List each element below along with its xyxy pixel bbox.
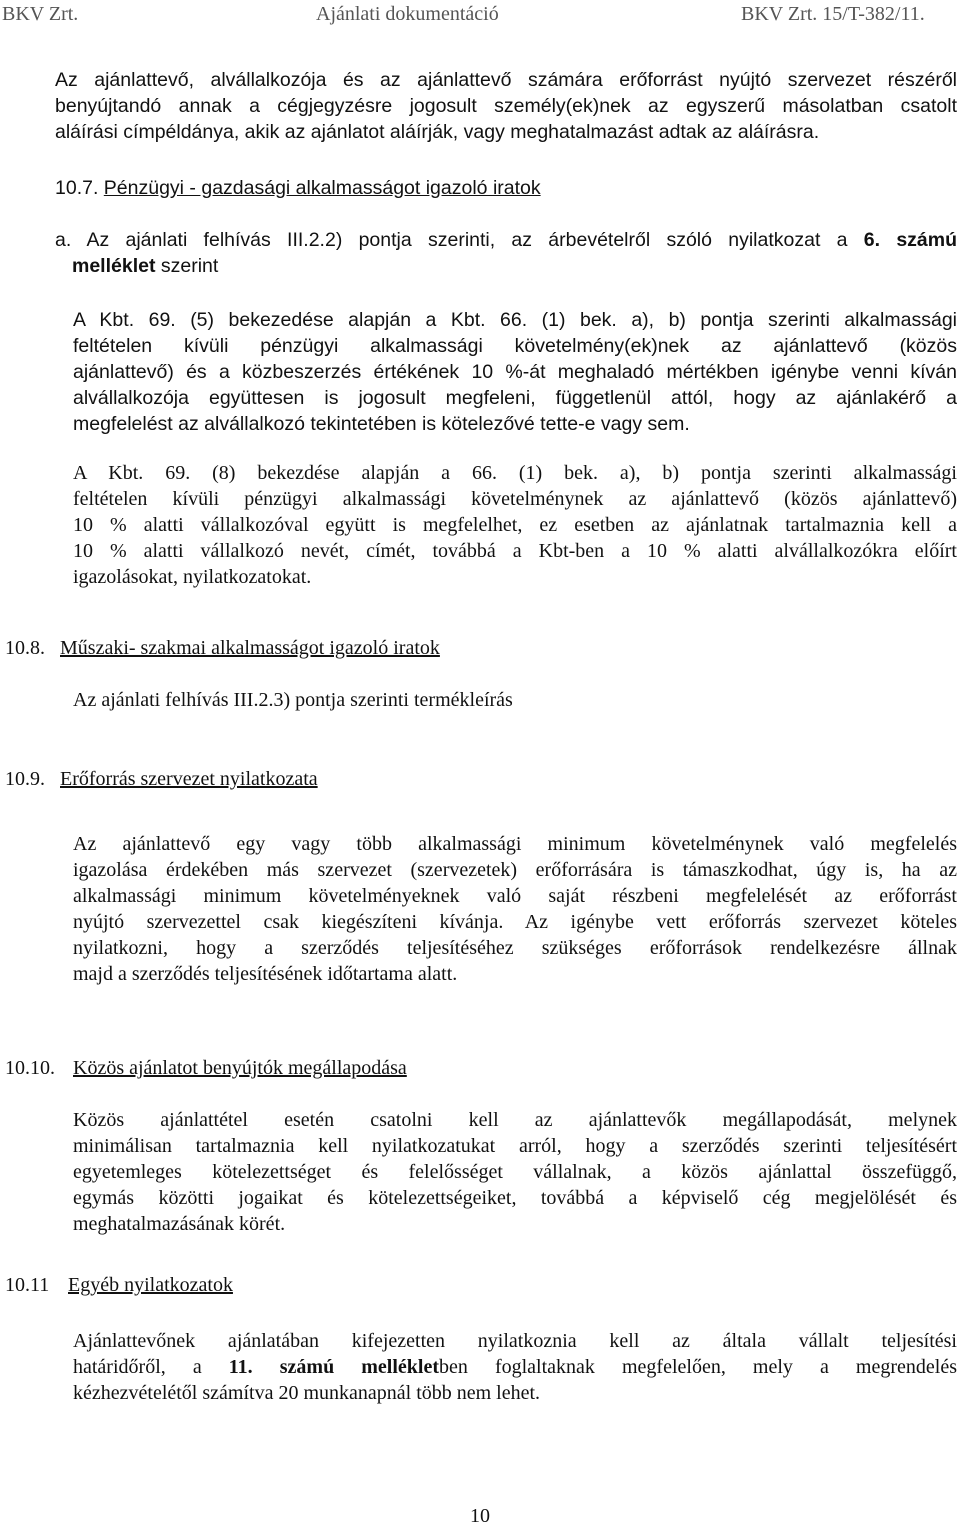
item-a-line-2 (55, 253, 957, 279)
section-10-11-paragraph (73, 1328, 957, 1406)
header-center: Ajánlati dokumentáció (316, 3, 499, 25)
section-title: Erőforrás szervezet nyilatkozata (60, 768, 318, 790)
paragraph-line: feltételen kívüli pénzügyi alkalmassági követelménynek az ajánlattevő (közös ajánlattevő) (73, 488, 957, 510)
paragraph-line: igazolása érdekében más szervezet (szervezetek) erőforrására is támaszkodhat, úgy is, ha az (73, 859, 957, 881)
paragraph-line: majd a szerződés teljesítésének időtartama alatt. (73, 963, 458, 985)
paragraph-line-deadline (73, 1354, 957, 1380)
paragraph-line: megfelelést az alvállalkozó tekintetében is kötelezővé tette-e vagy sem. (73, 413, 690, 435)
section-title: Közös ajánlatot benyújtók megállapodása (73, 1057, 407, 1079)
item-a-bold: 6. számú (863, 229, 958, 251)
paragraph-line: egymás közötti jogaikat és kötelezettségeiket, továbbá a képviselő cég megjelölését és (73, 1187, 957, 1209)
paragraph-line: ajánlattevő) és a közbeszerzés értékének 10 %-át meghaladó mértékben igénybe venni kíván (73, 361, 957, 383)
paragraph-kbt-69-8 (73, 460, 957, 590)
paragraph-line: igazolásokat, nyilatkozatokat. (73, 566, 312, 588)
section-10-8-text: Az ajánlati felhívás III.2.3) pontja szerinti termékleírás (73, 689, 513, 711)
section-10-9-paragraph (73, 831, 957, 987)
paragraph-line: nyilatkozni, hogy a szerződés teljesítéséhez szükséges erőforrások rendelkezésre állnak (73, 937, 957, 959)
section-number: 10.10. (5, 1057, 55, 1079)
section-10-10-heading (5, 1055, 407, 1081)
section-number: 10.9. (5, 768, 45, 790)
header-left: BKV Zrt. (2, 3, 79, 25)
section-number: 10.8. (5, 637, 45, 659)
intro-line: benyújtandó annak a cégjegyzésre jogosult személy(ek)nek az egyszerű másolatban csatolt (55, 95, 957, 117)
section-number: 10.7. (55, 177, 99, 199)
intro-paragraph (55, 67, 957, 145)
paragraph-line: Közös ajánlattétel esetén csatolni kell az ajánlattevők megállapodását, melynek (73, 1109, 957, 1131)
item-a (55, 227, 957, 279)
page-number: 10 (470, 1505, 490, 1527)
section-title: Műszaki- szakmai alkalmasságot igazoló iratok (60, 637, 440, 659)
deadline-text-post: ben foglaltaknak megfelelően, mely a megrendelés (439, 1356, 957, 1378)
intro-line: aláírási címpéldánya, akik az ajánlatot aláírják, vagy meghatalmazást adtak az aláírásra. (55, 121, 820, 143)
paragraph-line: feltételen kívüli pénzügyi alkalmassági követelmény(ek)nek az ajánlattevő (közös (73, 335, 957, 357)
deadline-text-pre: határidőről, a (73, 1356, 202, 1378)
section-title: Pénzügyi - gazdasági alkalmasságot igazoló iratok (103, 177, 541, 199)
header-right: BKV Zrt. 15/T-382/11. (741, 3, 925, 25)
paragraph-line: meghatalmazásának körét. (73, 1213, 286, 1235)
section-10-7-heading (55, 175, 541, 201)
section-10-8-heading (5, 635, 440, 661)
item-a-tail: szerint (160, 255, 219, 277)
item-a-line-1 (55, 227, 957, 253)
item-a-bold-2: melléklet (72, 255, 156, 277)
paragraph-line: egyetemleges kötelezettséget és felelősséget vállalnak, a közös ajánlattal összefüggő, (73, 1161, 957, 1183)
item-a-text: Az ajánlati felhívás III.2.2) pontja szerinti, az árbevételről szóló nyilatkozat a (86, 229, 848, 251)
section-10-11-heading (5, 1272, 233, 1298)
page-header (0, 3, 960, 29)
paragraph-line: A Kbt. 69. (8) bekezdése alapján a 66. (1) bek. a), b) pontja szerinti alkalmassági (73, 462, 957, 484)
section-10-10-paragraph (73, 1107, 957, 1237)
paragraph-line: alvállalkozója együttesen is jogosult megfeleni, függetlenül attól, hogy az ajánlakérő a (73, 387, 957, 409)
paragraph-line: alkalmassági minimum követelményeknek való saját részbeni megfelelését az erőforrást (73, 885, 957, 907)
paragraph-line: nyújtó szervezettel csak kiegészíteni kívánja. Az igénybe vett erőforrás szervezet köteles (73, 911, 957, 933)
paragraph-line: 10 % alatti vállalkozóval együtt is megfelelhet, ez esetben az ajánlatnak tartalmaznia kell a (73, 514, 957, 536)
section-10-9-heading (5, 766, 318, 792)
section-title: Egyéb nyilatkozatok (68, 1274, 233, 1296)
paragraph-line: kézhezvételétől számítva 20 munkanapnál több nem lehet. (73, 1382, 541, 1404)
item-marker: a. (55, 229, 72, 251)
annex-reference: 11. számú melléklet (228, 1356, 440, 1378)
paragraph-line: minimálisan tartalmaznia kell nyilatkozatukat arról, hogy a szerződés szerinti teljesítésért (73, 1135, 957, 1157)
paragraph-line: Ajánlattevőnek ajánlatában kifejezetten nyilatkoznia kell az általa vállalt teljesítési (73, 1330, 957, 1352)
paragraph-line: A Kbt. 69. (5) bekezedése alapján a Kbt. 66. (1) bek. a), b) pontja szerinti alkalmassági (73, 309, 957, 331)
paragraph-kbt-69-5 (73, 307, 957, 437)
paragraph-line: 10 % alatti vállalkozó nevét, címét, továbbá a Kbt-ben a 10 % alatti alvállalkozókra előírt (73, 540, 957, 562)
section-number: 10.11 (5, 1274, 50, 1296)
paragraph-line: Az ajánlattevő egy vagy több alkalmassági minimum követelménynek való megfelelés (73, 833, 957, 855)
intro-line: Az ajánlattevő, alvállalkozója és az ajánlattevő számára erőforrást nyújtó szervezet részéről (55, 69, 957, 91)
